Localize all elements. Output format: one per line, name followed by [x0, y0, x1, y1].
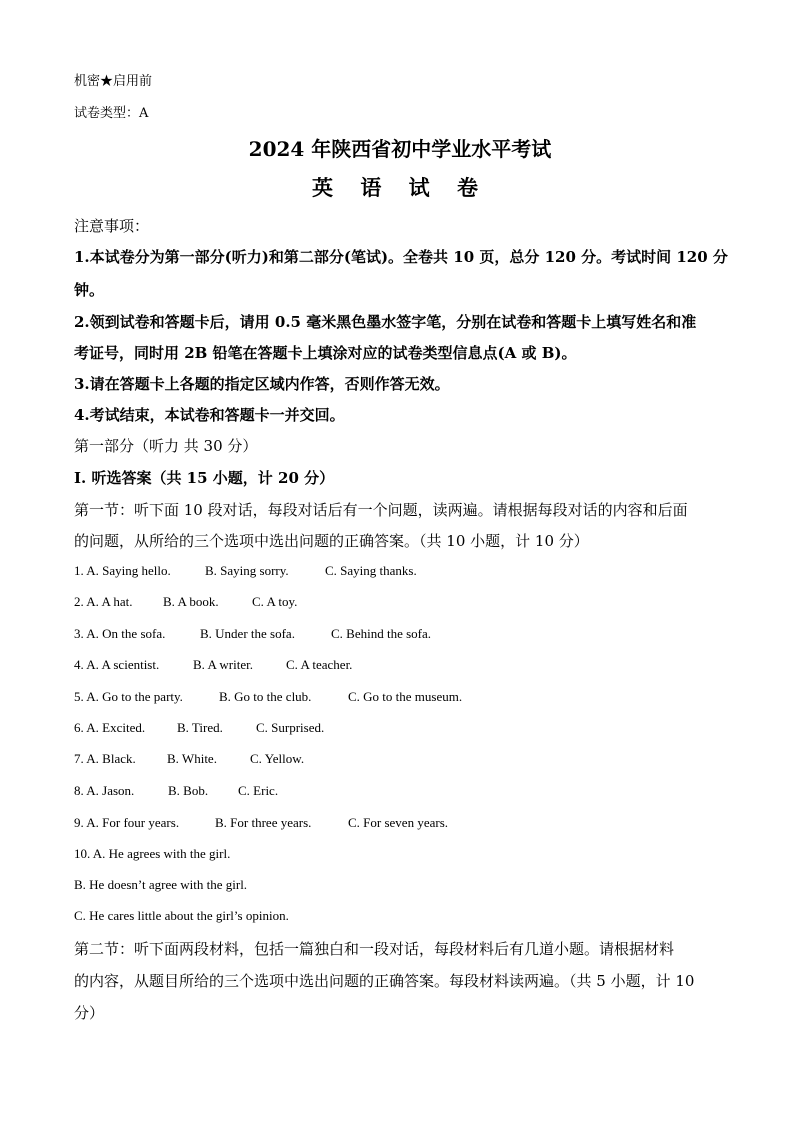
q10-option-b: B. He doesn’t agree with the girl.	[74, 877, 248, 892]
confidential-label: 机密★启用前	[74, 74, 153, 89]
sec2-instruction-line-2: 的内容，从题目所给的三个选项中选出问题的正确答案。每段材料读两遍。（共 5 小题，计 10	[74, 972, 695, 990]
q3-option-c: C. Behind the sofa.	[331, 626, 432, 641]
q9-option-a: 9. A. For four years.	[74, 815, 180, 830]
q5-option-a: 5. A. Go to the party.	[74, 689, 183, 704]
q3-option-a: 3. A. On the sofa.	[74, 626, 166, 641]
q2-option-c: C. A toy.	[252, 594, 298, 609]
section-1-heading: I. 听选答案（共 15 小题，计 20 分）	[74, 469, 335, 487]
q1-option-b: B. Saying sorry.	[205, 563, 289, 578]
q3-option-b: B. Under the sofa.	[200, 626, 295, 641]
q6-option-c: C. Surprised.	[256, 720, 325, 735]
q4-option-c: C. A teacher.	[286, 657, 353, 672]
sec1-instruction-line-1: 第一节：听下面 10 段对话，每段对话后有一个问题，读两遍。请根据每段对话的内容和后面	[74, 501, 688, 519]
sec1-instruction-line-2: 的问题，从所给的三个选项中选出问题的正确答案。（共 10 小题，计 10 分）	[74, 532, 589, 550]
notes-heading: 注意事项：	[74, 217, 150, 235]
sec2-instruction-line-1: 第二节：听下面两段材料，包括一篇独白和一段对话，每段材料后有几道小题。请根据材料	[74, 940, 675, 958]
q4-option-b: B. A writer.	[193, 657, 253, 672]
q8-option-c: C. Eric.	[238, 783, 279, 798]
q1-option-a: 1. A. Saying hello.	[74, 563, 171, 578]
q10-option-c: C. He cares little about the girl’s opinion.	[74, 908, 289, 923]
q2-option-a: 2. A. A hat.	[74, 594, 133, 609]
q1-option-c: C. Saying thanks.	[325, 563, 417, 578]
q7-option-a: 7. A. Black.	[74, 751, 136, 766]
note-2-line-1: 2.领到试卷和答题卡后，请用 0.5 毫米黑色墨水签字笔，分别在试卷和答题卡上填写姓名和准	[74, 313, 697, 331]
subject-title: 英 语 试 卷	[312, 175, 488, 200]
q7-option-c: C. Yellow.	[250, 751, 305, 766]
note-4: 4.考试结束，本试卷和答题卡一并交回。	[74, 406, 345, 424]
q8-option-a: 8. A. Jason.	[74, 783, 135, 798]
sec2-instruction-line-3: 分）	[74, 1004, 105, 1022]
note-2-line-2: 考证号，同时用 2B 铅笔在答题卡上填涂对应的试卷类型信息点(A 或 B)。	[74, 344, 577, 362]
note-3: 3.请在答题卡上各题的指定区域内作答，否则作答无效。	[74, 375, 450, 393]
q4-option-a: 4. A. A scientist.	[74, 657, 160, 672]
note-1-line-2: 钟。	[74, 281, 105, 299]
q9-option-b: B. For three years.	[215, 815, 312, 830]
q6-option-a: 6. A. Excited.	[74, 720, 146, 735]
q10-option-a: 10. A. He agrees with the girl.	[74, 846, 231, 861]
q7-option-b: B. White.	[167, 751, 217, 766]
paper-type-label: 试卷类型：A	[74, 106, 149, 121]
part1-heading: 第一部分（听力 共 30 分）	[74, 437, 258, 455]
note-1-line-1: 1.本试卷分为第一部分(听力)和第二部分(笔试)。全卷共 10 页，总分 120 分。考试时间 120 分	[74, 248, 728, 266]
q9-option-c: C. For seven years.	[348, 815, 449, 830]
q5-option-c: C. Go to the museum.	[348, 689, 463, 704]
q8-option-b: B. Bob.	[168, 783, 209, 798]
q5-option-b: B. Go to the club.	[219, 689, 312, 704]
q6-option-b: B. Tired.	[177, 720, 223, 735]
q2-option-b: B. A book.	[163, 594, 219, 609]
exam-title: 2024 年陕西省初中学业水平考试	[248, 137, 552, 161]
